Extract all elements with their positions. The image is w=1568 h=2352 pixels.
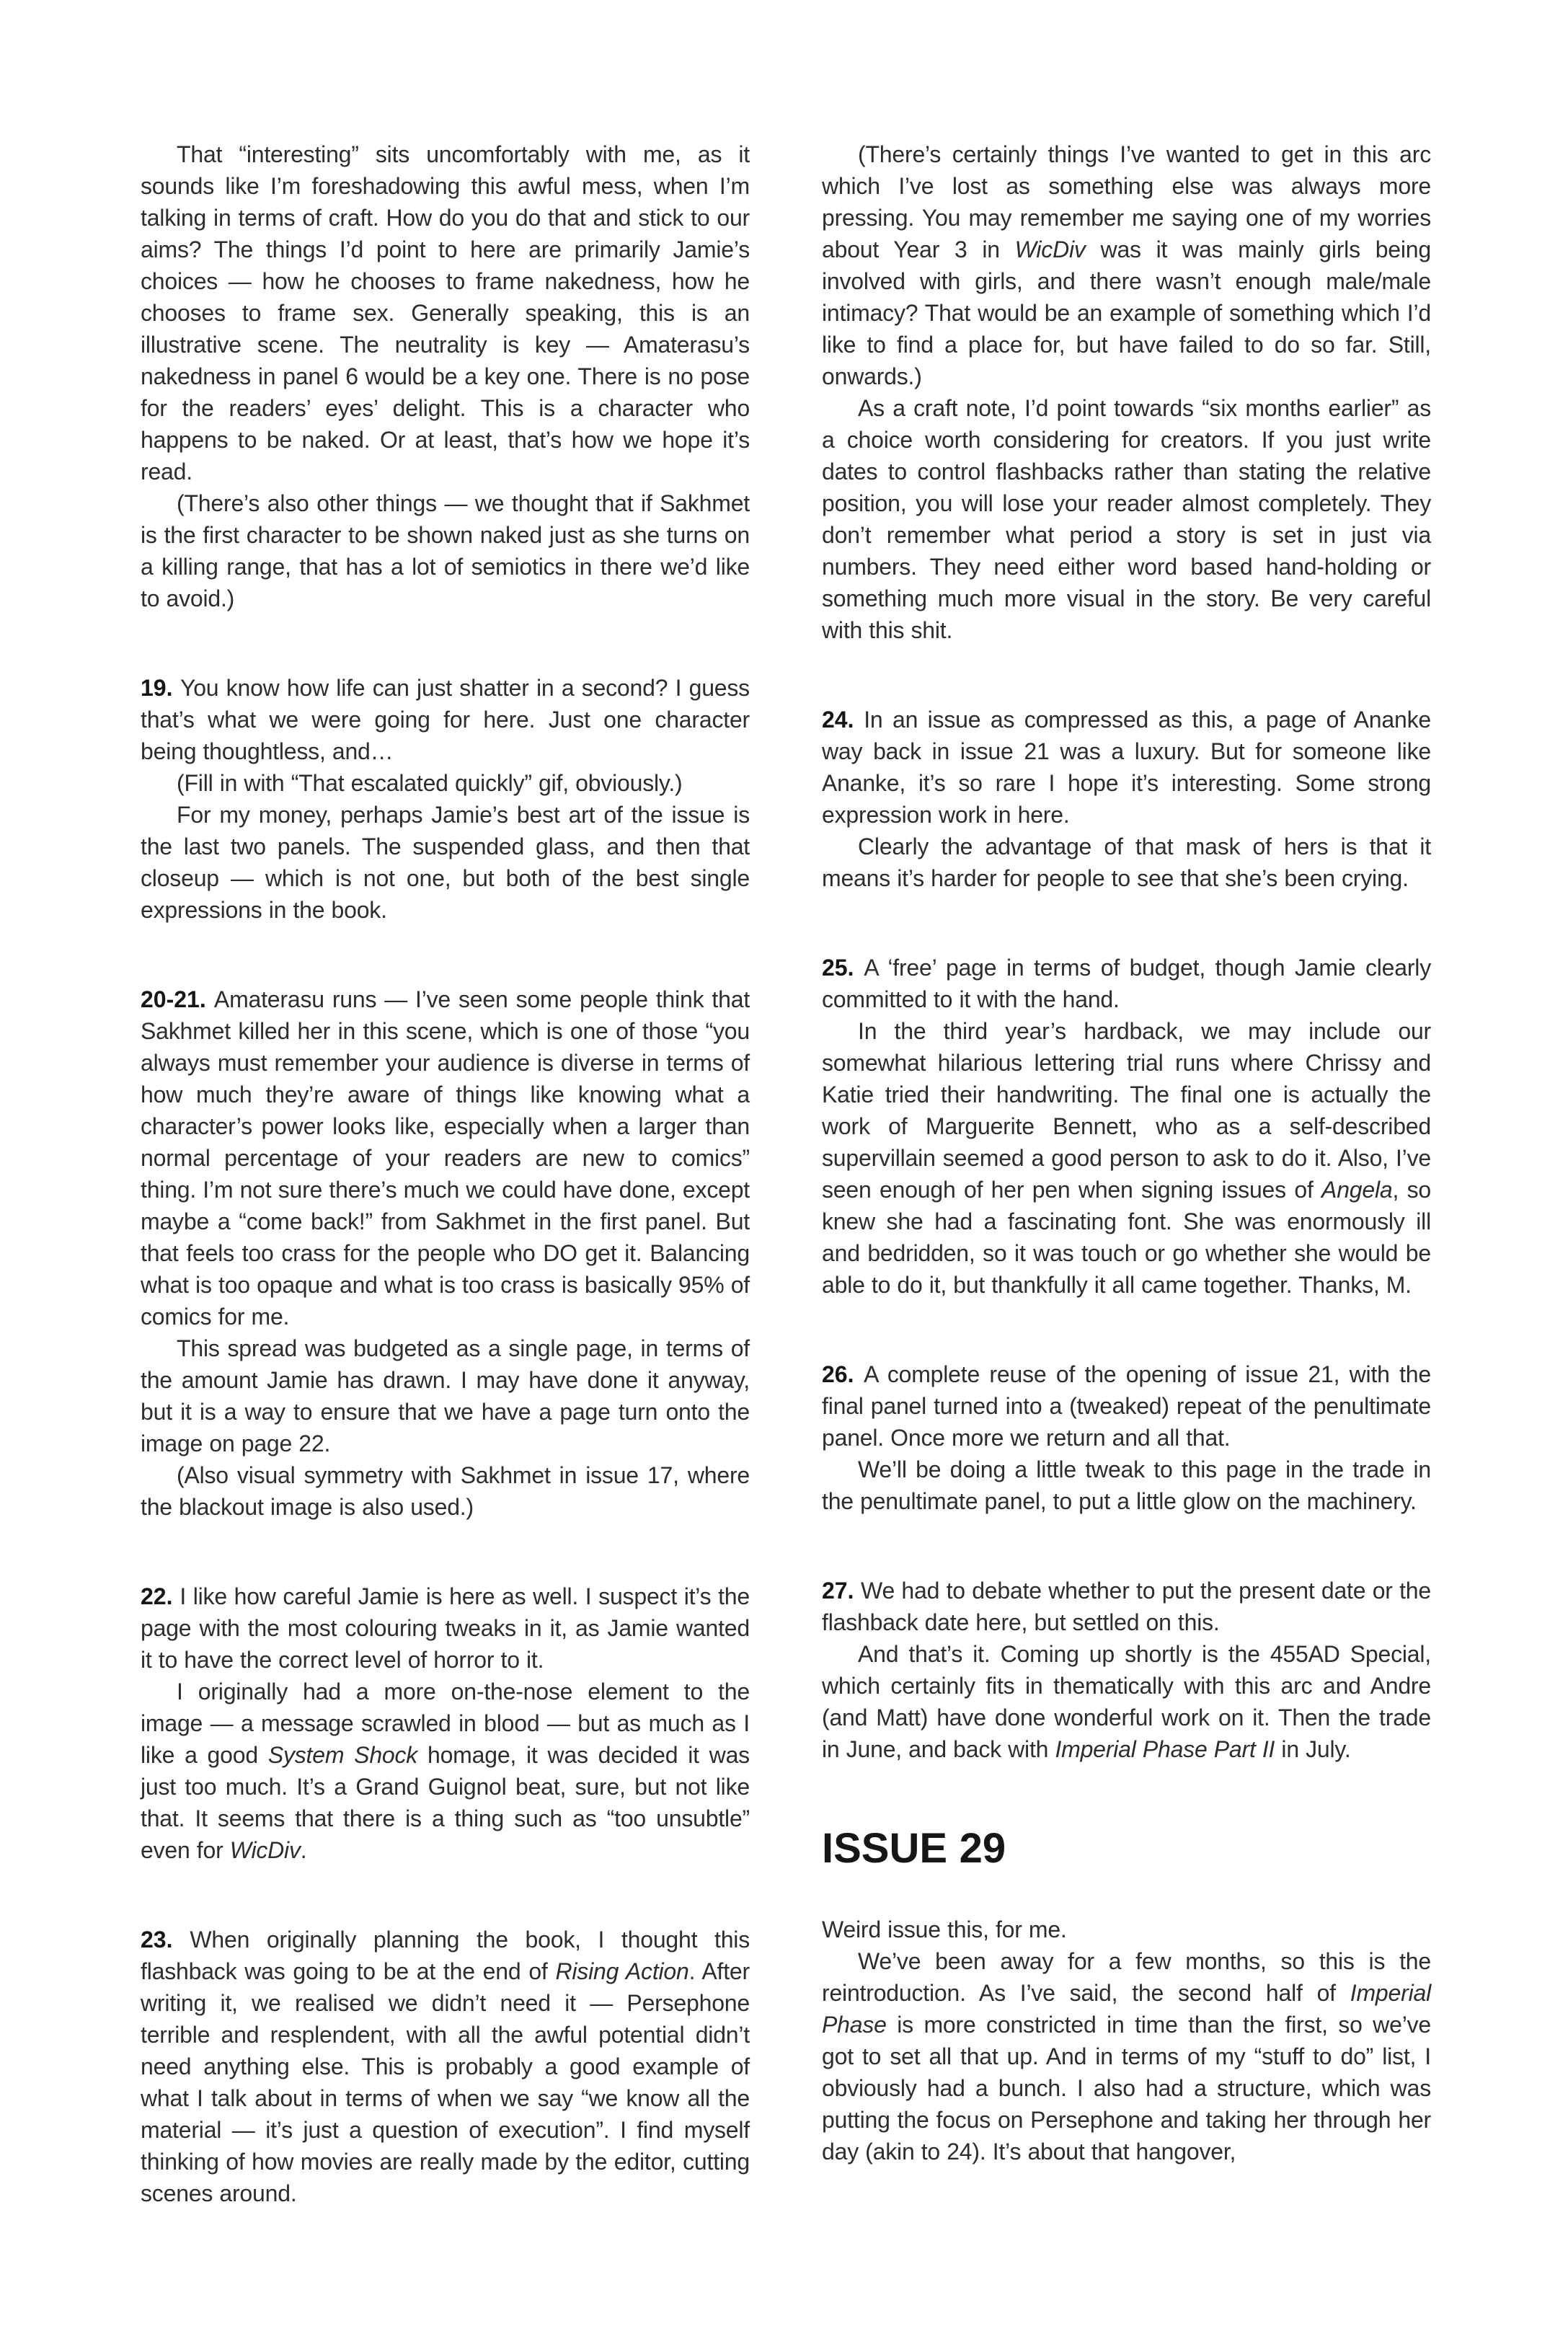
text-run: Amaterasu runs — I’ve seen some people think that Sakhmet killed her in this scene, which is one of those “you always must remember your audience is diverse in terms of how much they’re aware of things like knowing what a character’s power looks like, especially when a larger than normal percentage of your readers are new to comics” thing. I’m not sure there’s much we could have done, except maybe a “come back!” from Sakhmet in the first panel. But that feels too crass for the people who DO get it. Balancing what is too opaque and what is too crass is basically 95% of comics for me.	[141, 986, 750, 1330]
text-run: We’ll be doing a little tweak to this page in the trade in the penultimate panel, to put a little glow on the machinery.	[822, 1456, 1431, 1514]
note-number: 19.	[141, 675, 180, 701]
text-run: When originally planning the book, I thought this flashback was going to be at the end of	[141, 1927, 750, 1984]
text-run: Weird issue this, for me.	[822, 1916, 1067, 1942]
text-run: homage, it was decided it was just too much. It’s a Grand Guignol beat, sure, but not like that. It seems that there is a thing such as “too unsubtle” even for	[141, 1742, 750, 1863]
paragraph	[822, 138, 1431, 392]
left-column	[141, 138, 750, 2209]
text-run: (Fill in with “That escalated quickly” gif, obviously.)	[177, 770, 683, 796]
paragraph	[141, 138, 750, 487]
text-run: We’ve been away for a few months, so this is the reintroduction. As I’ve said, the second half of	[822, 1948, 1431, 2006]
right-column	[822, 138, 1431, 2167]
paragraph	[822, 1454, 1431, 1517]
numbered-note-paragraph	[141, 983, 750, 1332]
text-run: , so knew she had a fascinating font. She was enormously ill and bedridden, so it was touch or go whether she would be able to do it, but thankfully it all came together. Thanks, M.	[822, 1177, 1431, 1298]
text-run: .	[300, 1837, 307, 1863]
paragraph	[141, 1332, 750, 1459]
text-run: Clearly the advantage of that mask of hers is that it means it’s harder for people to see that she’s been crying.	[822, 834, 1431, 891]
text-run: A ‘free’ page in terms of budget, though Jamie clearly committed to it with the hand.	[822, 955, 1432, 1012]
text-run: As a craft note, I’d point towards “six months earlier” as a choice worth considering for creators. If you just write dates to control flashbacks rather than stating the relative position, you will lose your reader almost completely. They don’t remember what period a story is set in just via numbers. They need either word based hand-holding or something much more visual in the story. Be very careful with this shit.	[822, 395, 1431, 643]
note-number: 24.	[822, 707, 864, 733]
paragraph	[822, 1015, 1431, 1301]
italic-text-run: WicDiv	[1014, 236, 1086, 262]
text-run: was it was mainly girls being involved with girls, and there wasn’t enough male/male intimacy? That would be an example of something which I’d like to find a place for, but have failed to do so far. Still, onwards.)	[822, 236, 1431, 389]
paragraph	[141, 767, 750, 799]
numbered-note-paragraph	[141, 672, 750, 767]
text-run: That “interesting” sits uncomfortably with me, as it sounds like I’m foreshadowing this awful mess, when I’m talking in terms of craft. How do you do that and stick to our aims? The things I’d point to here are primarily Jamie’s choices — how he chooses to frame nakedness, how he chooses to frame sex. Generally speaking, this is an illustrative scene. The neutrality is key — Amaterasu’s nakedness in panel 6 would be a key one. There is no pose for the readers’ eyes’ delight. This is a character who happens to be naked. Or at least, that’s how we hope it’s read.	[141, 141, 750, 485]
paragraph	[141, 799, 750, 926]
italic-text-run: Angela	[1321, 1177, 1393, 1203]
numbered-note-paragraph	[822, 704, 1431, 831]
note-number: 26.	[822, 1361, 864, 1387]
paragraph	[822, 392, 1431, 646]
section-heading: ISSUE 29	[822, 1825, 1006, 1872]
italic-text-run: Imperial Phase	[822, 1980, 1431, 2038]
text-run: I originally had a more on-the-nose element to the image — a message scrawled in blood — but as much as I like a good	[141, 1679, 750, 1768]
text-run: is more constricted in time than the first, so we’ve got to set all that up. And in terms of my “stuff to do” list, I obviously had a bunch. I also had a structure, which was putting the focus on Persephone and taking her through her day (akin to 24). It’s about that hangover,	[822, 2012, 1431, 2165]
numbered-note-paragraph	[141, 1580, 750, 1676]
text-run: A complete reuse of the opening of issue 21, with the final panel turned into a (tweaked) repeat of the penultimate panel. Once more we return and all that.	[822, 1361, 1431, 1451]
numbered-note-paragraph	[822, 1575, 1431, 1638]
text-run: (Also visual symmetry with Sakhmet in issue 17, where the blackout image is also used.)	[141, 1462, 750, 1520]
paragraph	[822, 831, 1431, 894]
italic-text-run: WicDiv	[229, 1837, 301, 1863]
paragraph	[141, 1459, 750, 1523]
note-number: 27.	[822, 1578, 861, 1604]
text-run: In an issue as compressed as this, a page of Ananke way back in issue 21 was a luxury. But for someone like Ananke, it’s so rare I hope it’s interesting. Some strong expression work in here.	[822, 707, 1431, 828]
paragraph	[822, 1945, 1431, 2167]
paragraph	[141, 487, 750, 614]
paragraph	[822, 1638, 1431, 1765]
text-run: (There’s certainly things I’ve wanted to get in this arc which I’ve lost as something else was always more pressing. You may remember me saying one of my worries about Year 3 in	[822, 141, 1431, 262]
text-run: in July.	[1275, 1736, 1351, 1762]
italic-text-run: System Shock	[267, 1742, 418, 1768]
note-number: 23.	[141, 1927, 190, 1953]
numbered-note-paragraph	[141, 1924, 750, 2209]
italic-text-run: Imperial Phase Part II	[1055, 1736, 1275, 1762]
paragraph	[141, 1676, 750, 1866]
note-number: 25.	[822, 955, 864, 981]
italic-text-run: Rising Action	[555, 1958, 689, 1984]
text-run: I like how careful Jamie is here as well. I suspect it’s the page with the most colouring tweaks in it, as Jamie wanted it to have the correct level of horror to it.	[141, 1583, 750, 1673]
text-run: This spread was budgeted as a single page, in terms of the amount Jamie has drawn. I may have done it anyway, but it is a way to ensure that we have a page turn onto the image on page 22.	[141, 1335, 750, 1456]
numbered-note-paragraph	[822, 952, 1431, 1015]
numbered-note-paragraph	[822, 1358, 1431, 1454]
text-run: . After writing it, we realised we didn’t need it — Persephone terrible and resplendent, with all the awful potential didn’t need anything else. This is probably a good example of what I talk about in terms of when we say “we know all the material — it’s just a question of execution”. I find myself thinking of how movies are really made by the editor, cutting scenes around.	[141, 1958, 750, 2206]
note-number: 22.	[141, 1583, 180, 1609]
text-run: In the third year’s hardback, we may include our somewhat hilarious lettering trial runs where Chrissy and Katie tried their handwriting. The final one is actually the work of Marguerite Bennett, who as a self-described supervillain seemed a good person to ask to do it. Also, I’ve seen enough of her pen when signing issues of	[822, 1018, 1431, 1203]
text-run: (There’s also other things — we thought that if Sakhmet is the first character to be shown naked just as she turns on a killing range, that has a lot of semiotics in there we’d like to avoid.)	[141, 490, 750, 611]
text-run: We had to debate whether to put the present date or the flashback date here, but settled on this.	[822, 1578, 1431, 1635]
paragraph	[822, 1914, 1431, 1945]
text-run: For my money, perhaps Jamie’s best art of the issue is the last two panels. The suspended glass, and then that closeup — which is not one, but both of the best single expressions in the book.	[141, 802, 750, 923]
note-number: 20-21.	[141, 986, 214, 1012]
text-run: You know how life can just shatter in a second? I guess that’s what we were going for here. Just one character being thoughtless, and…	[141, 675, 750, 764]
text-run: And that’s it. Coming up shortly is the 455AD Special, which certainly fits in thematically with this arc and Andre (and Matt) have done wonderful work on it. Then the trade in June, and back with	[822, 1641, 1431, 1762]
